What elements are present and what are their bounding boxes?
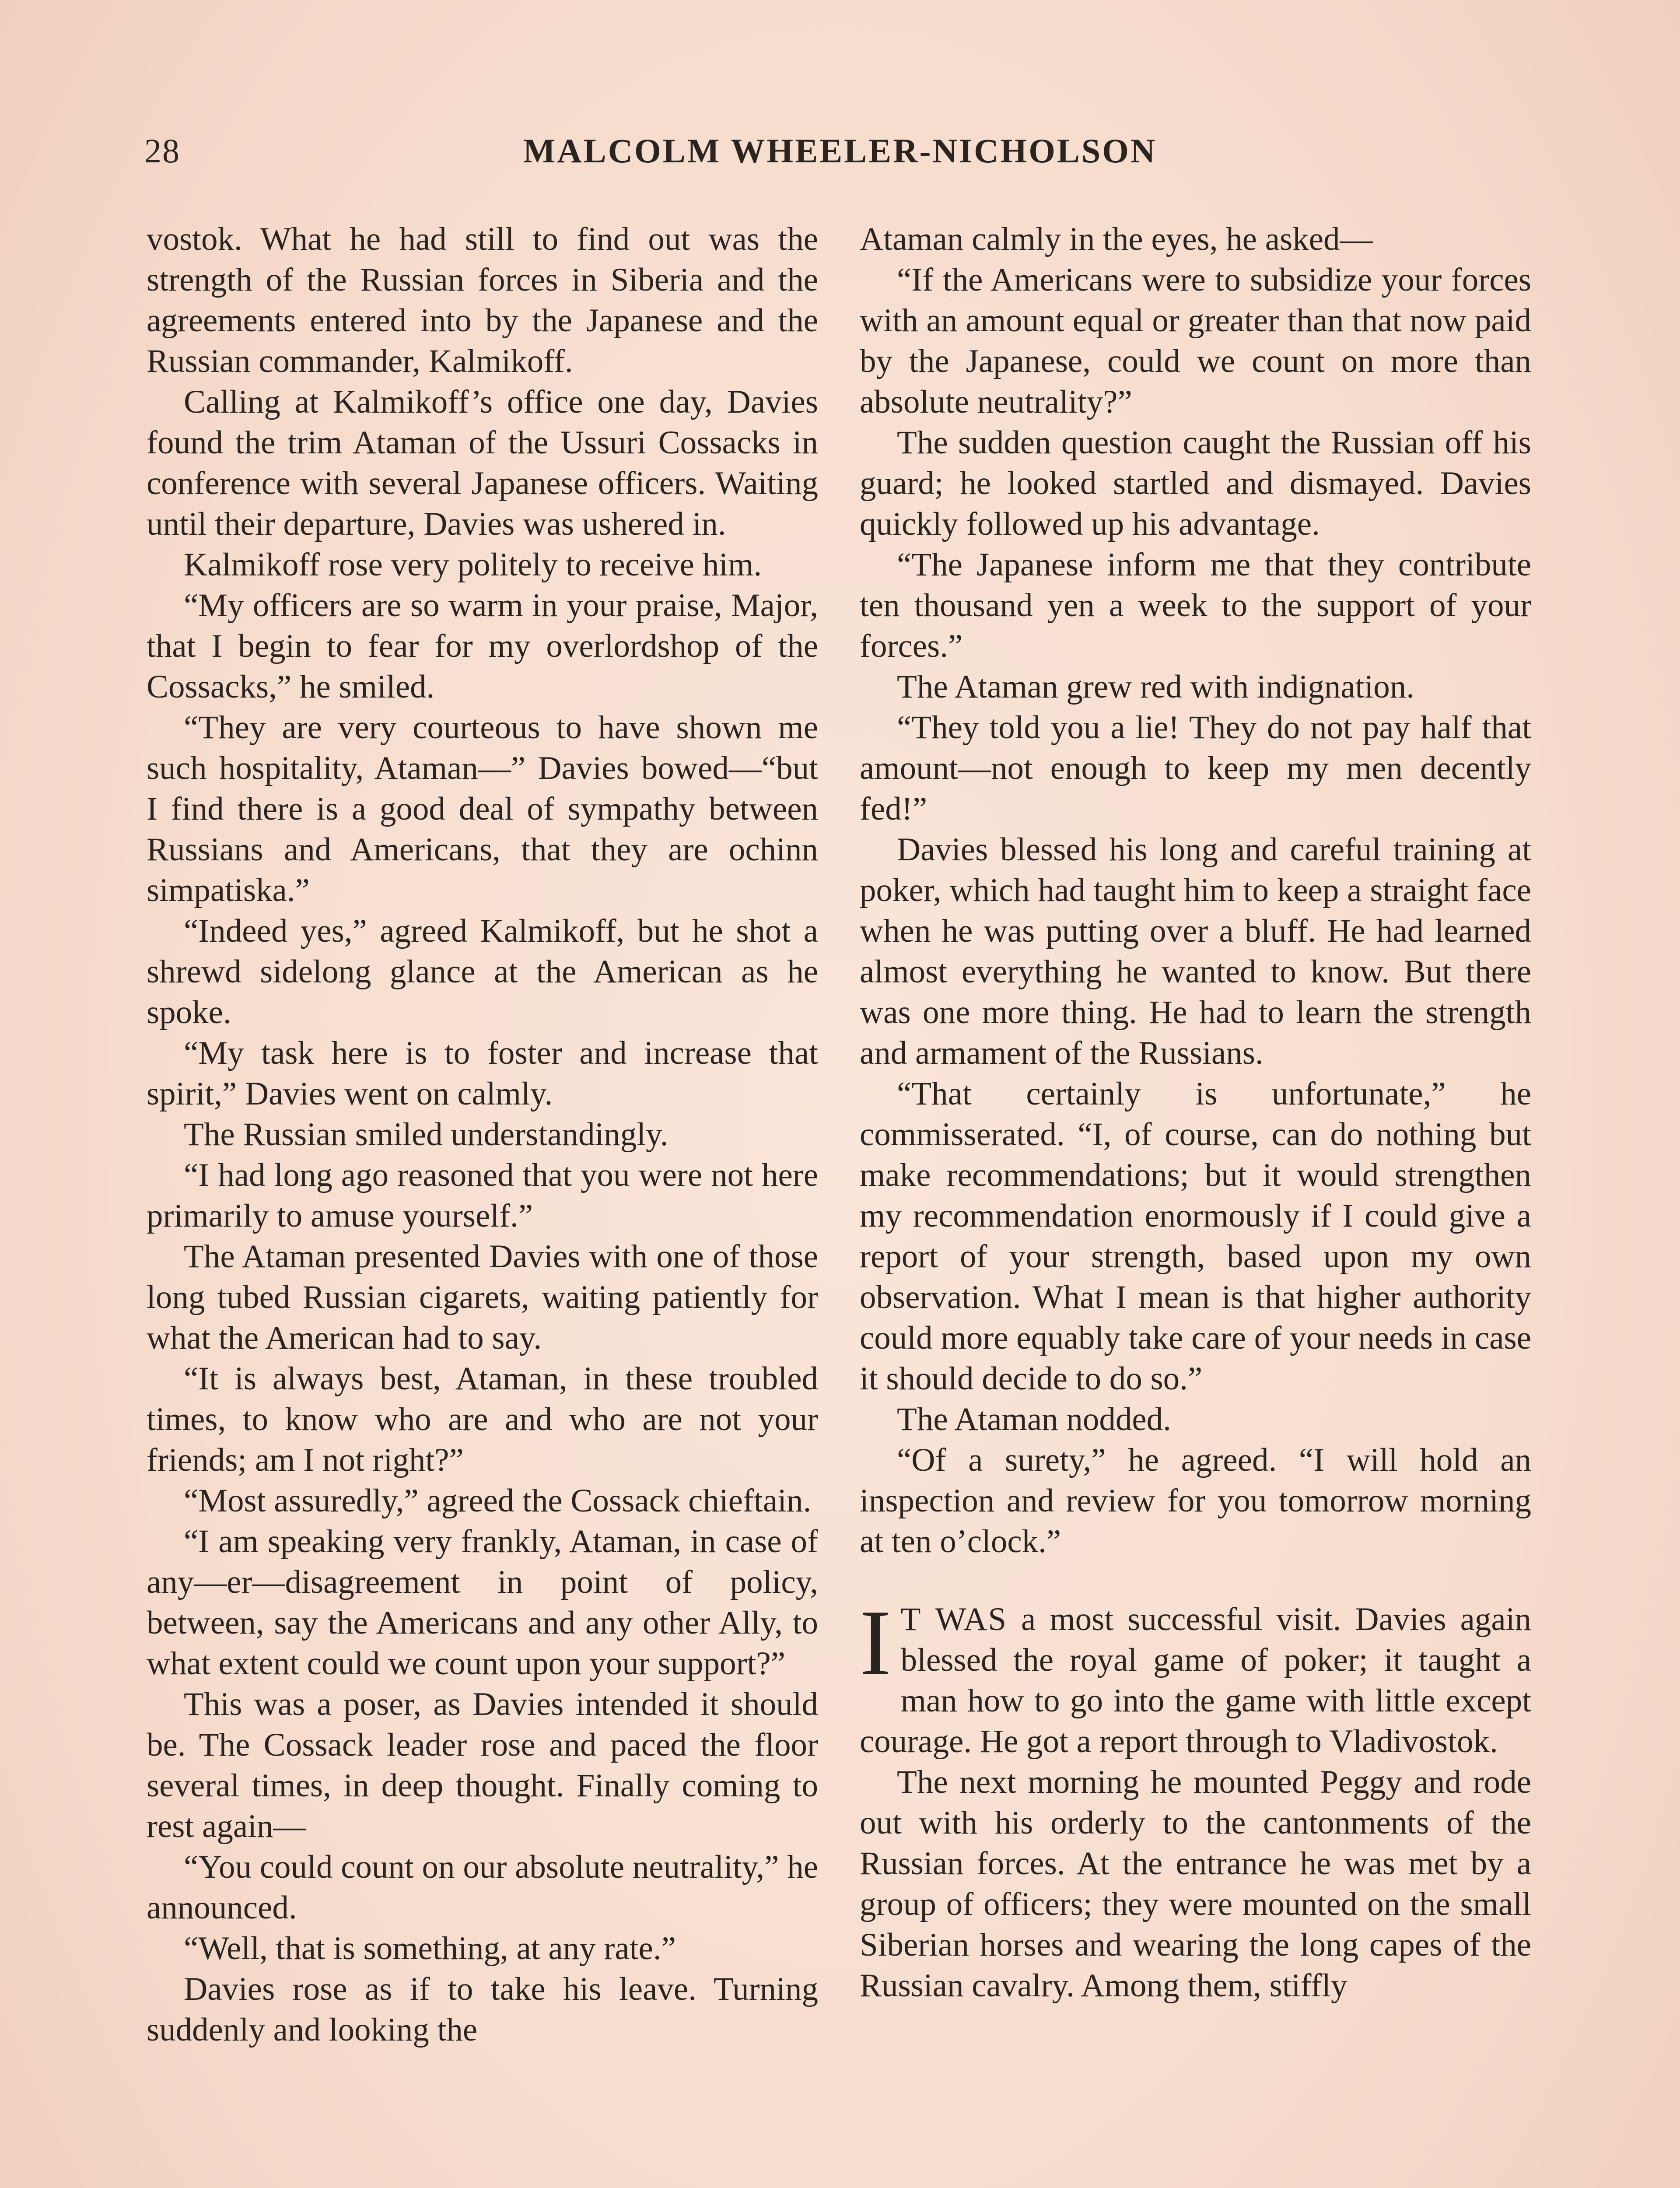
- paragraph: “That certainly is unfortunate,” he commisserated. “I, of course, can do nothing but make recommendations; but it would strengthen my recommendation enormously if I could give a report of your strength, based upon my own observation. What I mean is that higher authority could more equably take care of your needs in case it should decide to do so.”: [860, 1076, 1531, 1397]
- paragraph: “You could count on our absolute neutrality,” he announced.: [147, 1849, 818, 1926]
- paragraph: “They told you a lie! They do not pay half that amount—not enough to keep my men decently fed!”: [860, 709, 1531, 827]
- paragraph: The sudden question caught the Russian off his guard; he looked startled and dismayed. Davies quickly followed up his advantage.: [860, 424, 1531, 542]
- paragraph: “Of a surety,” he agreed. “I will hold an inspection and review for you tomorrow morning at ten o’clock.”: [860, 1442, 1531, 1560]
- paragraph: Davies rose as if to take his leave. Turning suddenly and looking the: [147, 1971, 818, 2048]
- lead-in-caps: T WAS: [900, 1601, 1008, 1637]
- right-column: [860, 219, 1531, 2006]
- paragraph: “Well, that is something, at any rate.”: [184, 1930, 676, 1967]
- paragraph: The next morning he mounted Peggy and rode out with his orderly to the cantonments of the Russian forces. At the entrance he was met by a group of officers; they were mounted on the small Siberian horses and wearing the long capes of the Russian cavalry. Among them, stiffly: [860, 1764, 1531, 2004]
- left-column: [147, 219, 818, 2050]
- paragraph: Ataman calmly in the eyes, he asked—: [860, 221, 1373, 257]
- paragraph: “My task here is to foster and increase that spirit,” Davies went on calmly.: [147, 1035, 818, 1112]
- paragraph: “They are very courteous to have shown me such hospitality, Ataman—” Davies bowed—“but I find there is a good deal of sympathy between Russians and Americans, that they are ochinn simpatiska.”: [147, 709, 818, 908]
- paragraph: Calling at Kalmikoff’s office one day, Davies found the trim Ataman of the Ussuri Cossacks in conference with several Japanese officers. Waiting until their departure, Davies was ushered in.: [147, 384, 818, 542]
- paragraph: “I am speaking very frankly, Ataman, in case of any—er—disagreement in point of policy, between, say the Americans and any other Ally, to what extent could we count upon your support?”: [147, 1523, 818, 1682]
- paragraph: “I had long ago reasoned that you were not here primarily to amuse yourself.”: [147, 1157, 818, 1234]
- paragraph: The Ataman grew red with indignation.: [897, 669, 1415, 705]
- paragraph: “Most assuredly,” agreed the Cossack chieftain.: [184, 1483, 812, 1519]
- paragraph: The Ataman presented Davies with one of those long tubed Russian cigarets, waiting patiently for what the American had to say.: [147, 1238, 818, 1356]
- paragraph: The Ataman nodded.: [897, 1401, 1171, 1438]
- running-head: MALCOLM WHEELER-NICHOLSON: [523, 132, 1157, 170]
- paragraph: Kalmikoff rose very politely to receive him.: [184, 547, 762, 583]
- paragraph: The Russian smiled understandingly.: [184, 1116, 668, 1153]
- page-number: 28: [144, 132, 180, 170]
- section-break: [860, 1562, 1531, 1599]
- page-header: [144, 131, 1536, 179]
- paragraph: vostok. What he had still to find out was the strength of the Russian forces in Siberia and the agreements entered into by the Japanese and the Russian commander, Kalmikoff.: [147, 221, 818, 379]
- paragraph: Davies blessed his long and careful training at poker, which had taught him to keep a straight face when he was putting over a bluff. He had learned almost everything he wanted to know. But there was one more thing. He had to learn the strength and armament of the Russians.: [860, 831, 1531, 1071]
- paragraph: “If the Americans were to subsidize your forces with an amount equal or greater than that now paid by the Japanese, could we count on more than absolute neutrality?”: [860, 262, 1531, 420]
- drop-cap: I: [860, 1590, 891, 1695]
- section-opening-paragraph: [860, 1590, 1532, 1762]
- paragraph: “My officers are so warm in your praise, Major, that I begin to fear for my overlordshop of the Cossacks,” he smiled.: [147, 587, 818, 705]
- paragraph: This was a poser, as Davies intended it should be. The Cossack leader rose and paced the floor several times, in deep thought. Finally coming to rest again—: [147, 1686, 818, 1844]
- paragraph: “It is always best, Ataman, in these troubled times, to know who are and who are not your friends; am I not right?”: [147, 1360, 818, 1478]
- paragraph: “The Japanese inform me that they contribute ten thousand yen a week to the support of your forces.”: [860, 547, 1531, 664]
- paragraph: “Indeed yes,” agreed Kalmikoff, but he shot a shrewd sidelong glance at the American as he spoke.: [147, 913, 818, 1031]
- opening-text: a most successful visit. Davies again blessed the royal game of poker; it taught a man how to go into the game with little except courage. He got a report through to Vladivostok.: [860, 1601, 1532, 1760]
